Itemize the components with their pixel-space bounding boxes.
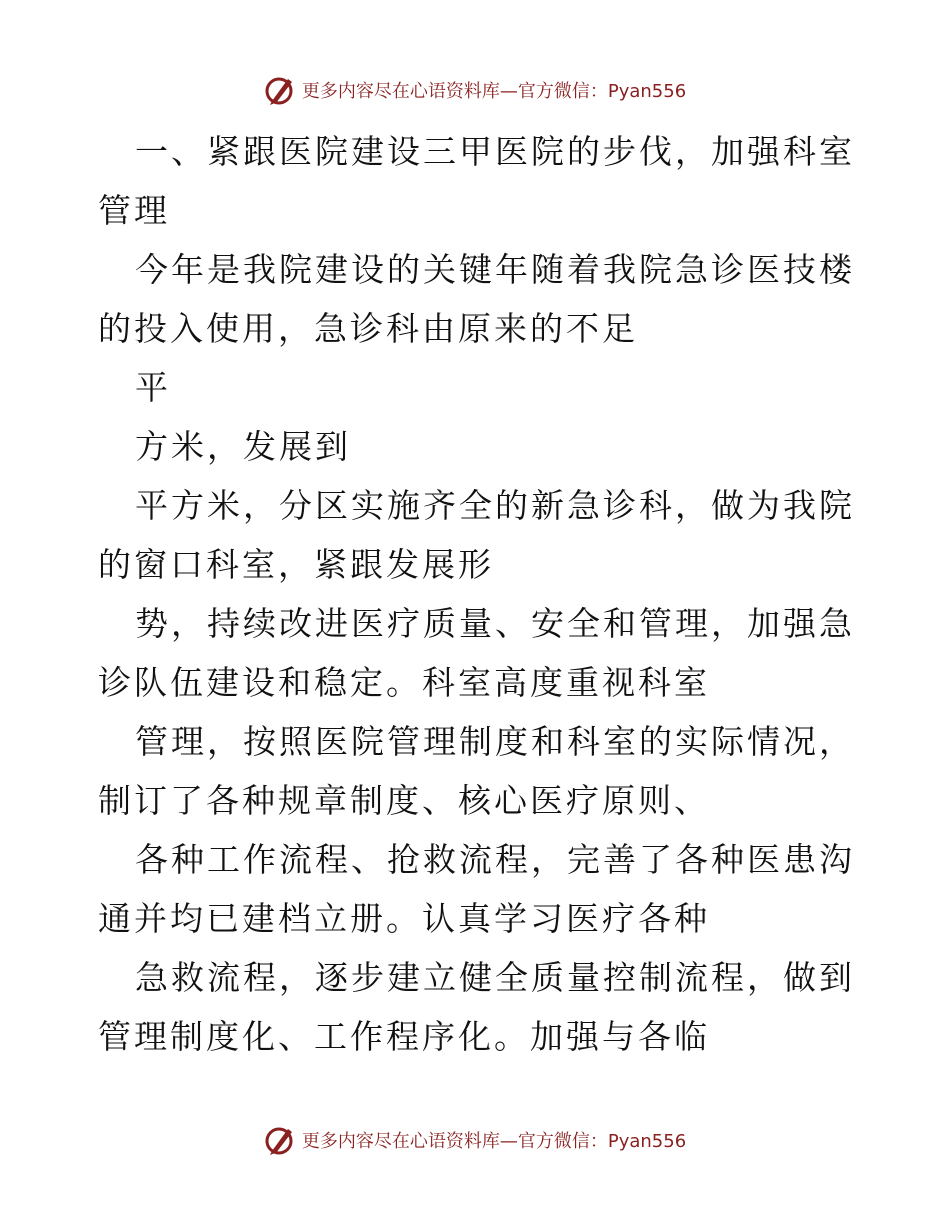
document-body xyxy=(98,122,858,1066)
header-watermark-banner xyxy=(0,70,950,110)
header-banner-text xyxy=(302,77,686,103)
paragraph: 急救流程，逐步建立健全质量控制流程，做到管理制度化、工作程序化。加强与各临 xyxy=(98,958,855,1056)
paragraph: 管理，按照医院管理制度和科室的实际情况，制订了各种规章制度、核心医疗原则、 xyxy=(98,722,855,820)
paragraph: 各种工作流程、抢救流程，完善了各种医患沟通并均已建档立册。认真学习医疗各种 xyxy=(98,840,855,938)
header-banner-main: 更多内容尽在心语资料库 xyxy=(301,81,500,102)
footer-banner-text xyxy=(302,1127,686,1153)
footer-watermark-banner xyxy=(0,1120,950,1160)
footer-banner-contact: 官方微信：Pyan556 xyxy=(517,1131,687,1152)
pen-logo-icon xyxy=(264,1124,296,1156)
paragraph-heading: 一、紧跟医院建设三甲医院的步伐，加强科室管理 xyxy=(98,132,855,230)
header-banner-contact: 官方微信：Pyan556 xyxy=(517,81,687,102)
paragraph: 平 xyxy=(135,368,171,407)
pen-logo-icon xyxy=(264,74,296,106)
header-banner-sep: — xyxy=(499,81,518,102)
paragraph: 势，持续改进医疗质量、安全和管理，加强急诊队伍建设和稳定。科室高度重视科室 xyxy=(98,604,855,702)
paragraph: 平方米，分区实施齐全的新急诊科，做为我院的窗口科室，紧跟发展形 xyxy=(98,486,855,584)
paragraph: 今年是我院建设的关键年随着我院急诊医技楼的投入使用，急诊科由原来的不足 xyxy=(98,250,855,348)
paragraph: 方米，发展到 xyxy=(135,427,351,466)
footer-banner-main: 更多内容尽在心语资料库 xyxy=(301,1131,500,1152)
footer-banner-sep: — xyxy=(499,1131,518,1152)
